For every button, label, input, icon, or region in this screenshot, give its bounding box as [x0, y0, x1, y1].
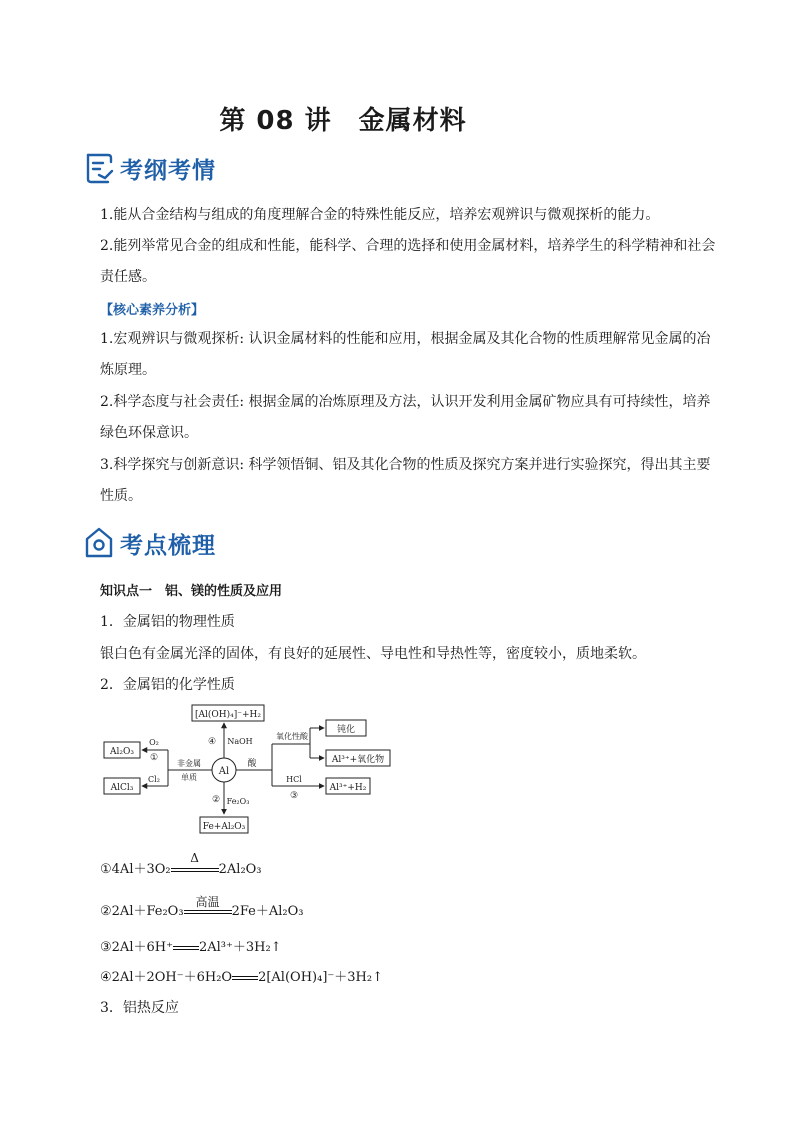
- label-fe2o3: Fe₂O₃: [226, 797, 250, 806]
- equation-condition: 高温: [195, 895, 220, 909]
- num-1: ①: [149, 753, 159, 763]
- aluminum-reaction-diagram: [100, 700, 400, 836]
- knowledge-point-title: 知识点一 铝、镁的性质及应用: [100, 584, 283, 599]
- equation-right: 2Al³⁺＋3H₂↑: [198, 940, 282, 955]
- section-heading-syllabus: [84, 150, 216, 186]
- section-heading-text: 考点梳理: [120, 532, 216, 559]
- label-element: 单质: [181, 773, 197, 782]
- equation-condition: Δ: [190, 851, 199, 865]
- label-hcl: HCl: [286, 775, 302, 784]
- equation-right: 2Fe＋Al₂O₃: [231, 904, 304, 919]
- section-heading-points: [84, 525, 216, 561]
- paragraph: 2.科学态度与社会责任: 根据金属的冶炼原理及方法，认识开发利用金属矿物应具有可持续性，培养绿色环保意识。: [100, 394, 711, 441]
- label-acid: 酸: [247, 759, 257, 769]
- label-naoh: NaOH: [227, 737, 253, 746]
- equation-left: ④2Al＋2OH⁻＋6H₂O: [100, 970, 233, 985]
- box-al3-h2: Al³⁺+H₂: [329, 783, 367, 793]
- box-passivation: 钝化: [336, 725, 356, 735]
- core-literacy-label: 【核心素养分析】: [100, 303, 205, 318]
- paragraph: 1.宏观辨识与微观探析: 认识金属材料的性能和应用，根据金属及其化合物的性质理解常见金属的冶炼原理。: [100, 331, 711, 378]
- label-o2: O₂: [149, 738, 159, 747]
- item-title: 2．金属铝的化学性质: [100, 677, 235, 693]
- item-title: 3．铝热反应: [100, 1000, 179, 1016]
- box-al3-oxide: Al³⁺+氧化物: [331, 755, 385, 765]
- box-al2o3: Al₂O₃: [110, 747, 134, 757]
- paragraph: 2.能列举常见合金的组成和性能，能科学、合理的选择和使用金属材料，培养学生的科学精神和社会责任感。: [100, 238, 716, 285]
- equation-1: [100, 851, 262, 877]
- equation-left: ③2Al＋6H⁺: [100, 940, 173, 955]
- item-title: 1．金属铝的物理性质: [100, 614, 235, 630]
- equation-3: [100, 936, 282, 955]
- equation-4: [100, 966, 383, 985]
- equation-right: 2[Al(OH)₄]⁻＋3H₂↑: [258, 970, 383, 985]
- page-title: 第 08 讲 金属材料: [219, 106, 467, 136]
- list-icon: [84, 152, 114, 184]
- pin-icon: [84, 527, 114, 559]
- box-alcl3: AlCl₃: [110, 783, 134, 793]
- box-fe-al2o3: Fe+Al₂O₃: [202, 822, 246, 832]
- label-oxidizing-acid: 氧化性酸: [276, 732, 308, 741]
- label-cl2: Cl₂: [148, 775, 160, 784]
- item-text: 银白色有金属光泽的固体，有良好的延展性、导电性和导热性等，密度较小，质地柔软。: [100, 646, 646, 662]
- equation-left: ②2Al＋Fe₂O₃: [100, 904, 184, 919]
- paragraph: 3.科学探究与创新意识: 科学领悟铜、铝及其化合物的性质及探究方案并进行实验探究，得出其主要性质。: [100, 457, 711, 504]
- equation-right: 2Al₂O₃: [218, 862, 262, 877]
- al-label: Al: [218, 766, 230, 777]
- num-2: ②: [211, 795, 221, 805]
- paragraph: 1.能从合金结构与组成的角度理解合金的特殊性能反应，培养宏观辨识与微观探析的能力。: [100, 207, 660, 223]
- label-nonmetal: 非金属: [177, 759, 201, 768]
- equation-left: ①4Al＋3O₂: [100, 862, 171, 877]
- box-aluminate: [Al(OH)₄]⁻+H₂: [194, 710, 262, 720]
- section-heading-text: 考纲考情: [120, 157, 216, 184]
- num-3: ③: [289, 791, 299, 801]
- equation-2: [100, 895, 304, 919]
- num-4: ④: [207, 737, 217, 747]
